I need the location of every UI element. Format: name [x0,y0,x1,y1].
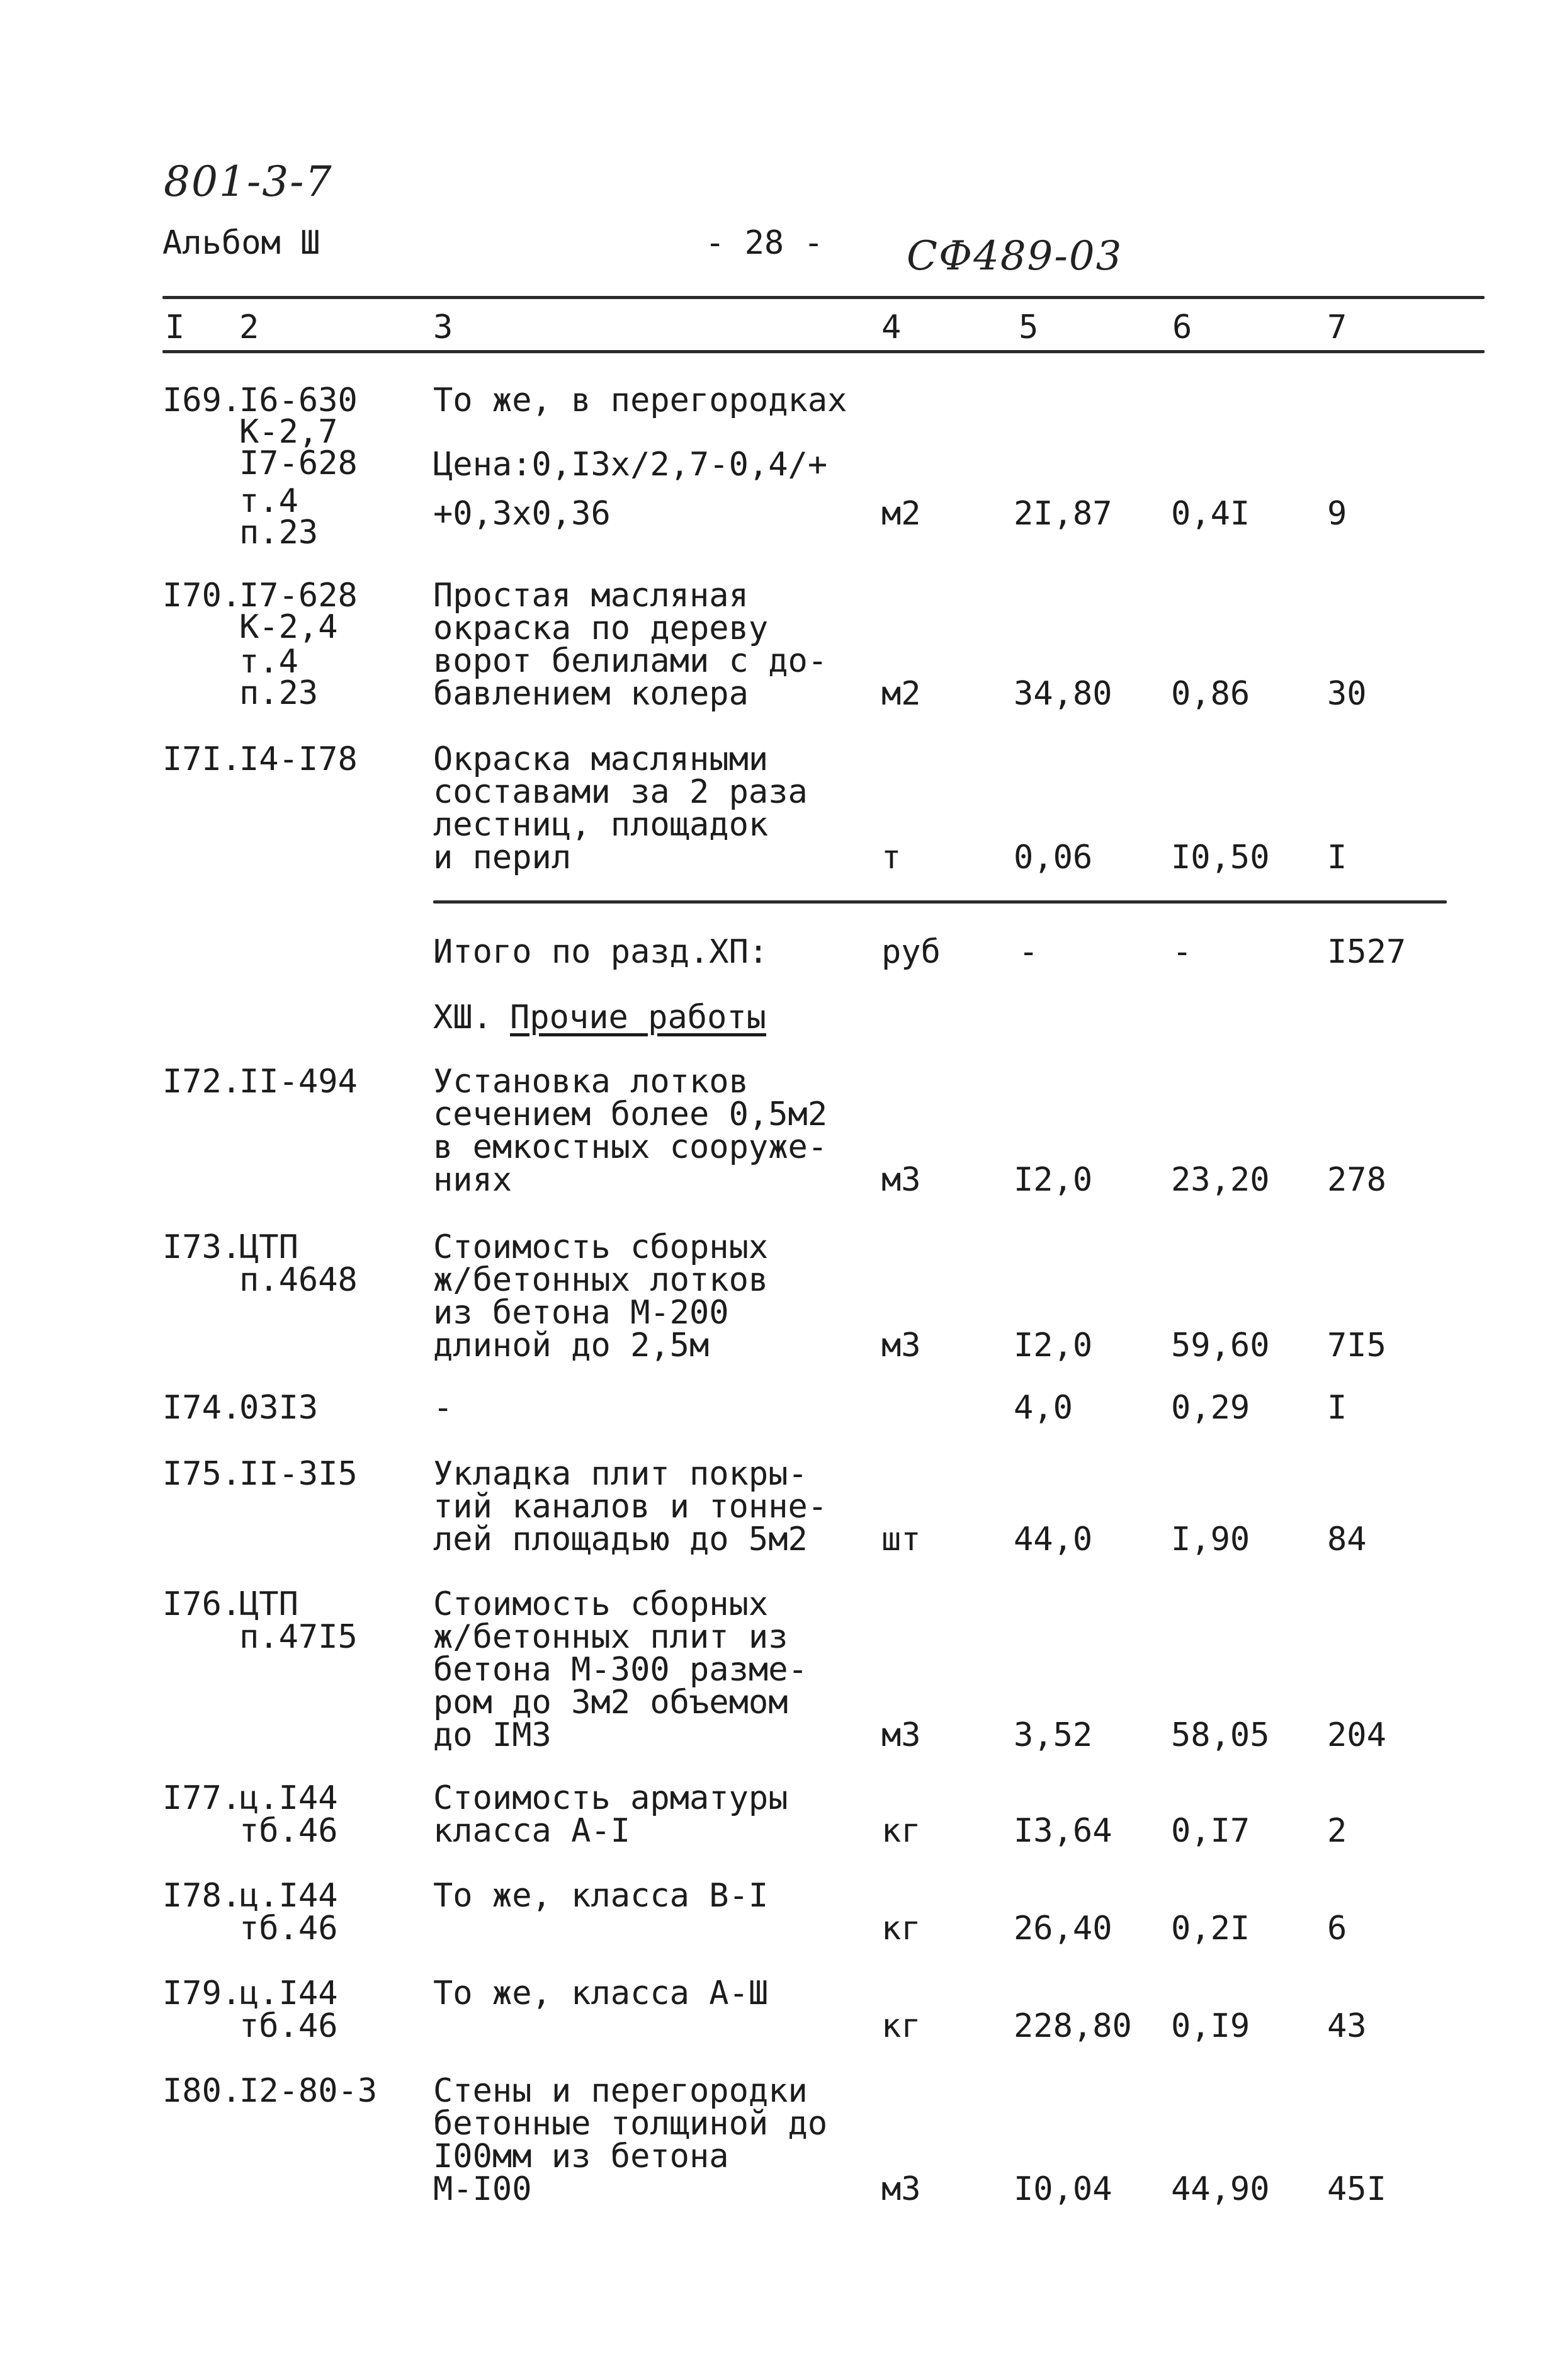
row-176-qty: 3,52 [1014,1716,1093,1754]
header-rule-bottom [162,350,1485,353]
row-170-desc-3: ворот белилами с до- [433,642,828,680]
row-180-unit: м3 [881,2170,921,2208]
row-170-price: 0,86 [1171,675,1250,713]
row-170-no: I70. [162,577,242,615]
row-178-qty: 26,40 [1014,1910,1112,1947]
row-173-total: 7I5 [1327,1327,1386,1364]
subtotal-label: Итого по разд.XП: [433,933,769,971]
row-172-unit: м3 [881,1161,921,1199]
col-header-2: 2 [239,309,259,346]
row-173-price: 59,60 [1171,1327,1270,1364]
row-177-total: 2 [1327,1812,1347,1850]
row-171-no: I7I. [162,740,242,778]
row-180-qty: I0,04 [1014,2170,1112,2208]
row-172-desc-2: сечением более 0,5м2 [433,1096,828,1133]
col-header-5: 5 [1019,309,1039,346]
row-177-unit: кг [881,1812,921,1850]
row-177-no: I77. [162,1779,242,1817]
row-175-unit: шт [881,1521,921,1558]
row-170-code-2: К-2,4 [239,608,338,646]
row-178-code-2: тб.46 [239,1910,338,1947]
row-174-total: I [1327,1389,1347,1427]
row-169-code-2: К-2,7 [239,413,338,451]
row-172-desc-3: в емкостных сооруже- [433,1128,828,1166]
row-169-code-5: п.23 [239,514,319,552]
row-171-total: I [1327,839,1347,876]
row-170-desc-4: бавлением колера [433,675,749,713]
row-175-total: 84 [1327,1521,1367,1558]
row-170-code-4: п.23 [239,674,319,712]
row-175-price: I,90 [1171,1521,1250,1558]
subtotal-unit: руб [881,933,941,971]
row-180-desc-2: бетонные толщиной до [433,2105,828,2143]
section-divider [433,900,1447,904]
row-174-desc-1: - [433,1389,453,1427]
row-176-price: 58,05 [1171,1716,1270,1754]
row-179-no: I79. [162,1975,242,2012]
page-number: - 28 - [705,224,823,262]
row-178-no: I78. [162,1877,242,1915]
row-171-desc-3: лестниц, площадок [433,806,769,844]
header-rule-top [162,296,1485,299]
row-177-desc-2: класса А-I [433,1812,631,1850]
row-177-desc-1: Стоимость арматуры [433,1779,788,1817]
row-178-price: 0,2I [1171,1910,1250,1947]
row-169-price: 0,4I [1171,495,1250,533]
row-169-code-3: I7-628 [239,445,358,482]
row-170-total: 30 [1327,675,1367,713]
row-180-code-1: I2-80-3 [239,2072,378,2110]
row-170-code-1: I7-628 [239,577,358,615]
row-176-desc-5: до IМ3 [433,1716,552,1754]
row-175-desc-2: тий каналов и тонне- [433,1488,828,1526]
row-172-desc-4: ниях [433,1161,512,1199]
subtotal-qty: - [1019,933,1039,971]
row-171-desc-4: и перил [433,839,572,876]
row-174-code-1: 03I3 [239,1389,319,1427]
subtotal-total: I527 [1327,933,1406,971]
row-175-code-1: II-3I5 [239,1455,358,1493]
col-header-1: I [165,309,185,346]
row-179-total: 43 [1327,2007,1367,2045]
row-170-desc-1: Простая масляная [433,577,749,615]
row-180-price: 44,90 [1171,2170,1270,2208]
row-171-price: I0,50 [1171,839,1270,876]
row-172-price: 23,20 [1171,1161,1270,1199]
row-169-desc-3: Цена:0,I3х/2,7-0,4/+ [433,446,828,484]
row-177-qty: I3,64 [1014,1812,1112,1850]
row-171-qty: 0,06 [1014,839,1093,876]
row-176-no: I76. [162,1585,242,1623]
row-176-desc-1: Стоимость сборных [433,1585,769,1623]
row-172-no: I72. [162,1063,242,1101]
row-172-qty: I2,0 [1014,1161,1093,1199]
row-180-desc-3: I00мм из бетона [433,2138,729,2175]
row-173-desc-1: Стоимость сборных [433,1228,769,1266]
col-header-7: 7 [1327,309,1347,346]
row-170-qty: 34,80 [1014,675,1112,713]
row-179-qty: 228,80 [1014,2007,1132,2045]
row-178-desc-1: То же, класса В-I [433,1877,769,1915]
row-169-unit: м2 [881,495,921,533]
row-176-code-1: ЦТП [239,1585,298,1623]
row-173-code-1: ЦТП [239,1228,298,1266]
row-174-qty: 4,0 [1014,1389,1073,1427]
row-173-no: I73. [162,1228,242,1266]
row-176-total: 204 [1327,1716,1386,1754]
row-170-code-3: т.4 [239,643,298,681]
section-title: Прочие работы [510,999,766,1036]
col-header-4: 4 [881,309,902,346]
row-171-desc-1: Окраска масляными [433,740,769,778]
row-169-code-1: I6-630 [239,382,358,419]
row-173-desc-3: из бетона М-200 [433,1294,729,1332]
album-label: Альбом Ш [162,224,320,262]
row-169-total: 9 [1327,495,1347,533]
row-179-unit: кг [881,2007,921,2045]
row-175-desc-1: Укладка плит покры- [433,1455,808,1493]
row-170-desc-2: окраска по дереву [433,609,769,647]
row-173-desc-4: длиной до 2,5м [433,1327,710,1364]
col-header-6: 6 [1172,309,1192,346]
row-176-desc-4: ром до 3м2 объемом [433,1684,788,1721]
row-175-no: I75. [162,1455,242,1493]
row-179-desc-1: То же, класса А-Ш [433,1975,769,2012]
row-173-code-2: п.4648 [239,1261,358,1299]
row-172-desc-1: Установка лотков [433,1063,749,1101]
row-175-qty: 44,0 [1014,1521,1093,1558]
row-179-code-2: тб.46 [239,2007,338,2045]
row-174-no: I74. [162,1389,242,1427]
subtotal-price: - [1172,933,1192,971]
row-178-code-1: ц.I44 [239,1877,338,1915]
row-176-code-2: п.47I5 [239,1618,358,1656]
row-176-unit: м3 [881,1716,921,1754]
row-180-desc-4: М-I00 [433,2170,532,2208]
row-169-desc-1: То же, в перегородках [433,382,847,419]
row-173-qty: I2,0 [1014,1327,1093,1364]
row-176-desc-3: бетона М-300 разме- [433,1651,808,1689]
row-174-price: 0,29 [1171,1389,1250,1427]
section-number: XШ. [433,999,492,1036]
row-176-desc-2: ж/бетонных плит из [433,1618,788,1656]
row-178-unit: кг [881,1910,921,1947]
row-173-desc-2: ж/бетонных лотков [433,1261,769,1299]
row-175-desc-3: лей площадью до 5м2 [433,1521,808,1558]
row-179-code-1: ц.I44 [239,1975,338,2012]
row-169-desc-4: +0,3х0,36 [433,495,611,533]
row-179-price: 0,I9 [1171,2007,1250,2045]
row-169-code-4: т.4 [239,482,298,520]
col-header-3: 3 [433,309,453,346]
doc-code-handwritten: 801-3-7 [164,157,333,206]
row-177-code-2: тб.46 [239,1812,338,1850]
row-171-unit: т [881,839,902,876]
row-177-price: 0,I7 [1171,1812,1250,1850]
row-172-total: 278 [1327,1161,1386,1199]
row-171-desc-2: составами за 2 раза [433,773,808,811]
row-180-total: 45I [1327,2170,1386,2208]
row-180-no: I80. [162,2072,242,2110]
row-169-qty: 2I,87 [1014,495,1112,533]
row-178-total: 6 [1327,1910,1347,1947]
row-173-unit: м3 [881,1327,921,1364]
row-177-code-1: ц.I44 [239,1779,338,1817]
row-171-code-1: I4-I78 [239,740,358,778]
row-180-desc-1: Стены и перегородки [433,2072,808,2110]
row-172-code-1: II-494 [239,1063,358,1101]
sheet-code-handwritten: СФ489-03 [907,233,1123,280]
row-170-unit: м2 [881,675,921,713]
row-169-no: I69. [162,382,242,419]
